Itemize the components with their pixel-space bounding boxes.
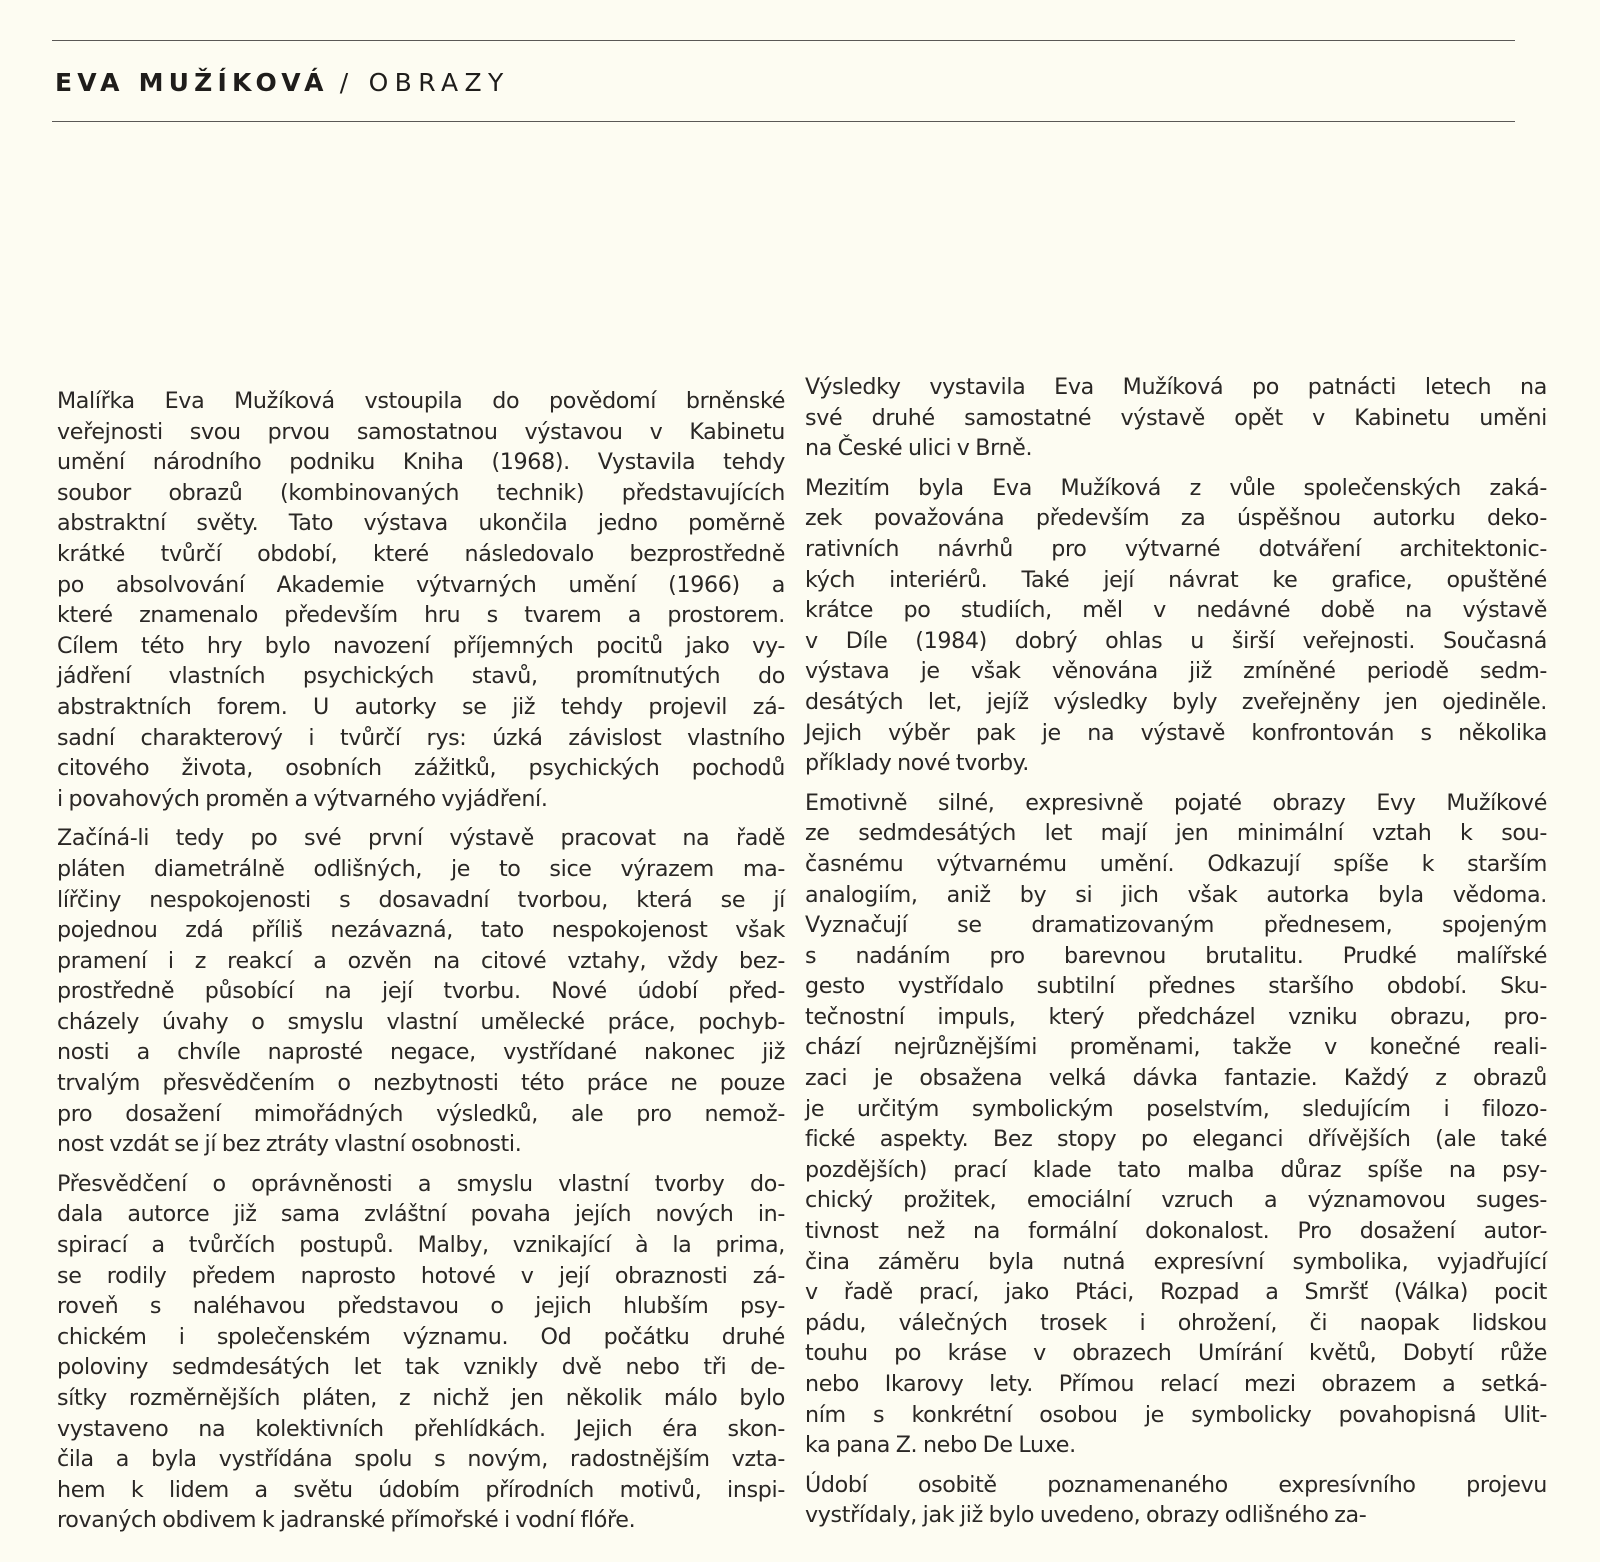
title-author: EVA MUŽÍKOVÁ — [55, 68, 329, 97]
text-line: i povahových proměn a výtvarného vyjádření. — [57, 785, 548, 812]
title-subtitle: OBRAZY — [368, 68, 510, 97]
text-line: gesto vystřídalo subtilní přednes staršího období. Sku- — [805, 973, 1547, 1000]
header-rule-top — [52, 40, 1515, 41]
text-line: je určitým symbolickým poselstvím, sledujícím i filozo- — [805, 1095, 1547, 1122]
left-text-column — [57, 386, 785, 1545]
text-line: Údobí osobitě poznamenaného expresívního projevu — [805, 1471, 1547, 1498]
text-line: pádu, válečných trosek i ohrožení, či naopak lidskou — [805, 1309, 1547, 1336]
text-line: Vyznačují se dramatizovaným přednesem, spojeným — [805, 912, 1547, 939]
text-line: chickém i společenském významu. Od počátku druhé — [57, 1323, 785, 1350]
paragraph — [57, 823, 785, 1160]
text-line: pozdějších) prací klade tato malba důraz spíše na psy- — [805, 1156, 1547, 1183]
text-line: sadní charakterový i tvůrčí rys: úzká závislost vlastního — [57, 724, 785, 751]
text-line: tečnostní impuls, který předcházel vzniku obrazu, pro- — [805, 1003, 1547, 1030]
text-line: sítky rozměrnějších pláten, z nichž jen několik málo bylo — [57, 1385, 785, 1411]
text-line: zaci je obsažena velká dávka fantazie. Každý z obrazů — [805, 1065, 1547, 1092]
text-line: příklady nové tvorby. — [805, 750, 1029, 777]
right-text-column — [805, 372, 1547, 1540]
text-line: vystaveno na kolektivních přehlídkách. Jejich éra skon- — [57, 1415, 785, 1442]
text-line: pramení i z reakcí a ozvěn na citové vztahy, vždy bez- — [57, 947, 785, 974]
text-line: ním s konkrétní osobou je symbolicky povahopisná Ulit- — [805, 1401, 1547, 1428]
text-line: touhu po kráse v obrazech Umírání květů, Dobytí růže — [805, 1340, 1547, 1367]
paragraph — [805, 473, 1547, 779]
text-line: ze sedmdesátých let mají jen minimální vztah k sou- — [805, 820, 1547, 847]
text-line: své druhé samostatné výstavě opět v Kabinetu uměni — [805, 404, 1547, 431]
text-line: které znamenalo především hru s tvarem a prostorem. — [57, 602, 785, 629]
title-separator: / — [339, 68, 354, 97]
text-line: nosti a chvíle naprosté negace, vystřídané nakonec již — [57, 1039, 785, 1066]
text-line: Mezitím byla Eva Mužíková z vůle společenských zaká- — [805, 474, 1547, 501]
text-line: nebo Ikarovy lety. Přímou relací mezi obrazem a setká- — [805, 1371, 1547, 1397]
text-line: Cílem této hry bylo navození příjemných pocitů jako vy- — [57, 632, 785, 659]
text-line: poloviny sedmdesátých let tak vznikly dvě nebo tři de- — [57, 1354, 785, 1381]
text-line: chází nejrůznějšími proměnami, takže v konečné reali- — [805, 1034, 1547, 1061]
text-line: kých interiérů. Také její návrat ke grafice, opuštěné — [805, 566, 1547, 593]
text-line: rativních návrhů pro výtvarné dotváření architektonic- — [805, 535, 1547, 562]
paragraph — [805, 1470, 1547, 1531]
text-line: Začíná-li tedy po své první výstavě pracovat na řadě — [57, 825, 785, 852]
text-line: soubor obrazů (kombinovaných technik) představujících — [57, 479, 785, 506]
text-line: Jejich výběr pak je na výstavě konfrontován s několika — [805, 719, 1547, 746]
text-line: v Díle (1984) dobrý ohlas u širší veřejnosti. Současná — [805, 627, 1547, 654]
text-line: výstava je však věnována již zmíněné periodě sedm- — [805, 658, 1547, 685]
text-line: cházely úvahy o smyslu vlastní umělecké práce, pochyb- — [57, 1008, 785, 1035]
text-line: roveň s naléhavou představou o jejich hlubším psy- — [57, 1293, 785, 1320]
text-line: časnému výtvarnému umění. Odkazují spíše k starším — [805, 850, 1547, 877]
text-line: krátké tvůrčí období, které následovalo bezprostředně — [57, 540, 785, 567]
text-line: jádření vlastních psychických stavů, promítnutých do — [57, 663, 785, 690]
paragraph — [805, 788, 1547, 1461]
text-line: pro dosažení mimořádných výsledků, ale pro nemož- — [57, 1100, 785, 1127]
text-line: Přesvědčení o oprávněnosti a smyslu vlastní tvorby do- — [57, 1170, 785, 1197]
text-line: Výsledky vystavila Eva Mužíková po patnácti letech na — [805, 374, 1547, 400]
paragraph — [805, 372, 1547, 464]
text-line: s nadáním pro barevnou brutalitu. Prudké malířské — [805, 942, 1547, 969]
text-line: v řadě prací, jako Ptáci, Rozpad a Smršť (Válka) pocit — [805, 1279, 1547, 1306]
text-line: zek považována především za úspěšnou autorku deko- — [805, 505, 1547, 532]
text-line: spirací a tvůrčích postupů. Malby, vznikající à la prima, — [57, 1232, 785, 1259]
header-rule-bottom — [52, 121, 1515, 122]
text-line: citového života, osobních zážitků, psychických pochodů — [57, 755, 785, 782]
text-line: krátce po studiích, měl v nedávné době na výstavě — [805, 597, 1547, 624]
text-line: po absolvování Akademie výtvarných umění (1966) a — [57, 571, 785, 598]
text-line: nost vzdát se jí bez ztráty vlastní osobnosti. — [57, 1131, 522, 1158]
text-line: abstraktní světy. Tato výstava ukončila jedno poměrně — [57, 510, 785, 537]
text-line: vystřídaly, jak již bylo uvedeno, obrazy odlišného za- — [805, 1502, 1367, 1529]
paragraph — [57, 386, 785, 814]
text-line: trvalým přesvědčením o nezbytnosti této práce ne pouze — [57, 1070, 785, 1097]
text-line: pojednou zdá příliš nezávazná, tato nespokojenost však — [57, 917, 785, 944]
text-line: tivnost než na formální dokonalost. Pro dosažení autor- — [805, 1218, 1547, 1245]
text-line: lířčiny nespokojenosti s dosavadní tvorbou, která se jí — [57, 886, 785, 913]
page-title — [55, 68, 510, 98]
text-line: Malířka Eva Mužíková vstoupila do povědomí brněnské — [57, 388, 785, 414]
text-line: na České ulici v Brně. — [805, 435, 1033, 462]
text-line: desátých let, jejíž výsledky byly zveřejněny jen ojediněle. — [805, 688, 1547, 715]
text-line: analogiím, aniž by si jich však autorka byla vědoma. — [805, 881, 1547, 908]
text-line: prostředně působící na její tvorbu. Nové údobí před- — [57, 978, 785, 1005]
text-line: Emotivně silné, expresivně pojaté obrazy Evy Mužíkové — [805, 789, 1547, 816]
text-line: veřejnosti svou prvou samostatnou výstavou v Kabinetu — [57, 418, 785, 445]
text-line: umění národního podniku Kniha (1968). Vystavila tehdy — [57, 449, 785, 476]
text-line: rovaných obdivem k jadranské přímořské i vodní flóře. — [57, 1507, 636, 1534]
text-line: hem k lidem a světu údobím přírodních motivů, inspi- — [57, 1476, 785, 1503]
text-line: čila a byla vystřídána spolu s novým, radostnějším vzta- — [57, 1446, 785, 1473]
text-line: abstraktních forem. U autorky se již tehdy projevil zá- — [57, 693, 785, 720]
text-line: fické aspekty. Bez stopy po eleganci dřívějších (ale také — [805, 1126, 1547, 1153]
text-line: ka pana Z. nebo De Luxe. — [805, 1432, 1076, 1459]
text-line: dala autorce již sama zvláštní povaha jejích nových in- — [57, 1201, 785, 1228]
paragraph — [57, 1169, 785, 1536]
text-line: pláten diametrálně odlišných, je to sice výrazem ma- — [57, 855, 785, 882]
text-line: chický prožitek, emociální vzruch a významovou suges- — [805, 1187, 1547, 1214]
text-line: čina záměru byla nutná expresívní symbolika, vyjadřující — [805, 1248, 1547, 1275]
text-line: se rodily předem naprosto hotové v její obraznosti zá- — [57, 1262, 785, 1289]
